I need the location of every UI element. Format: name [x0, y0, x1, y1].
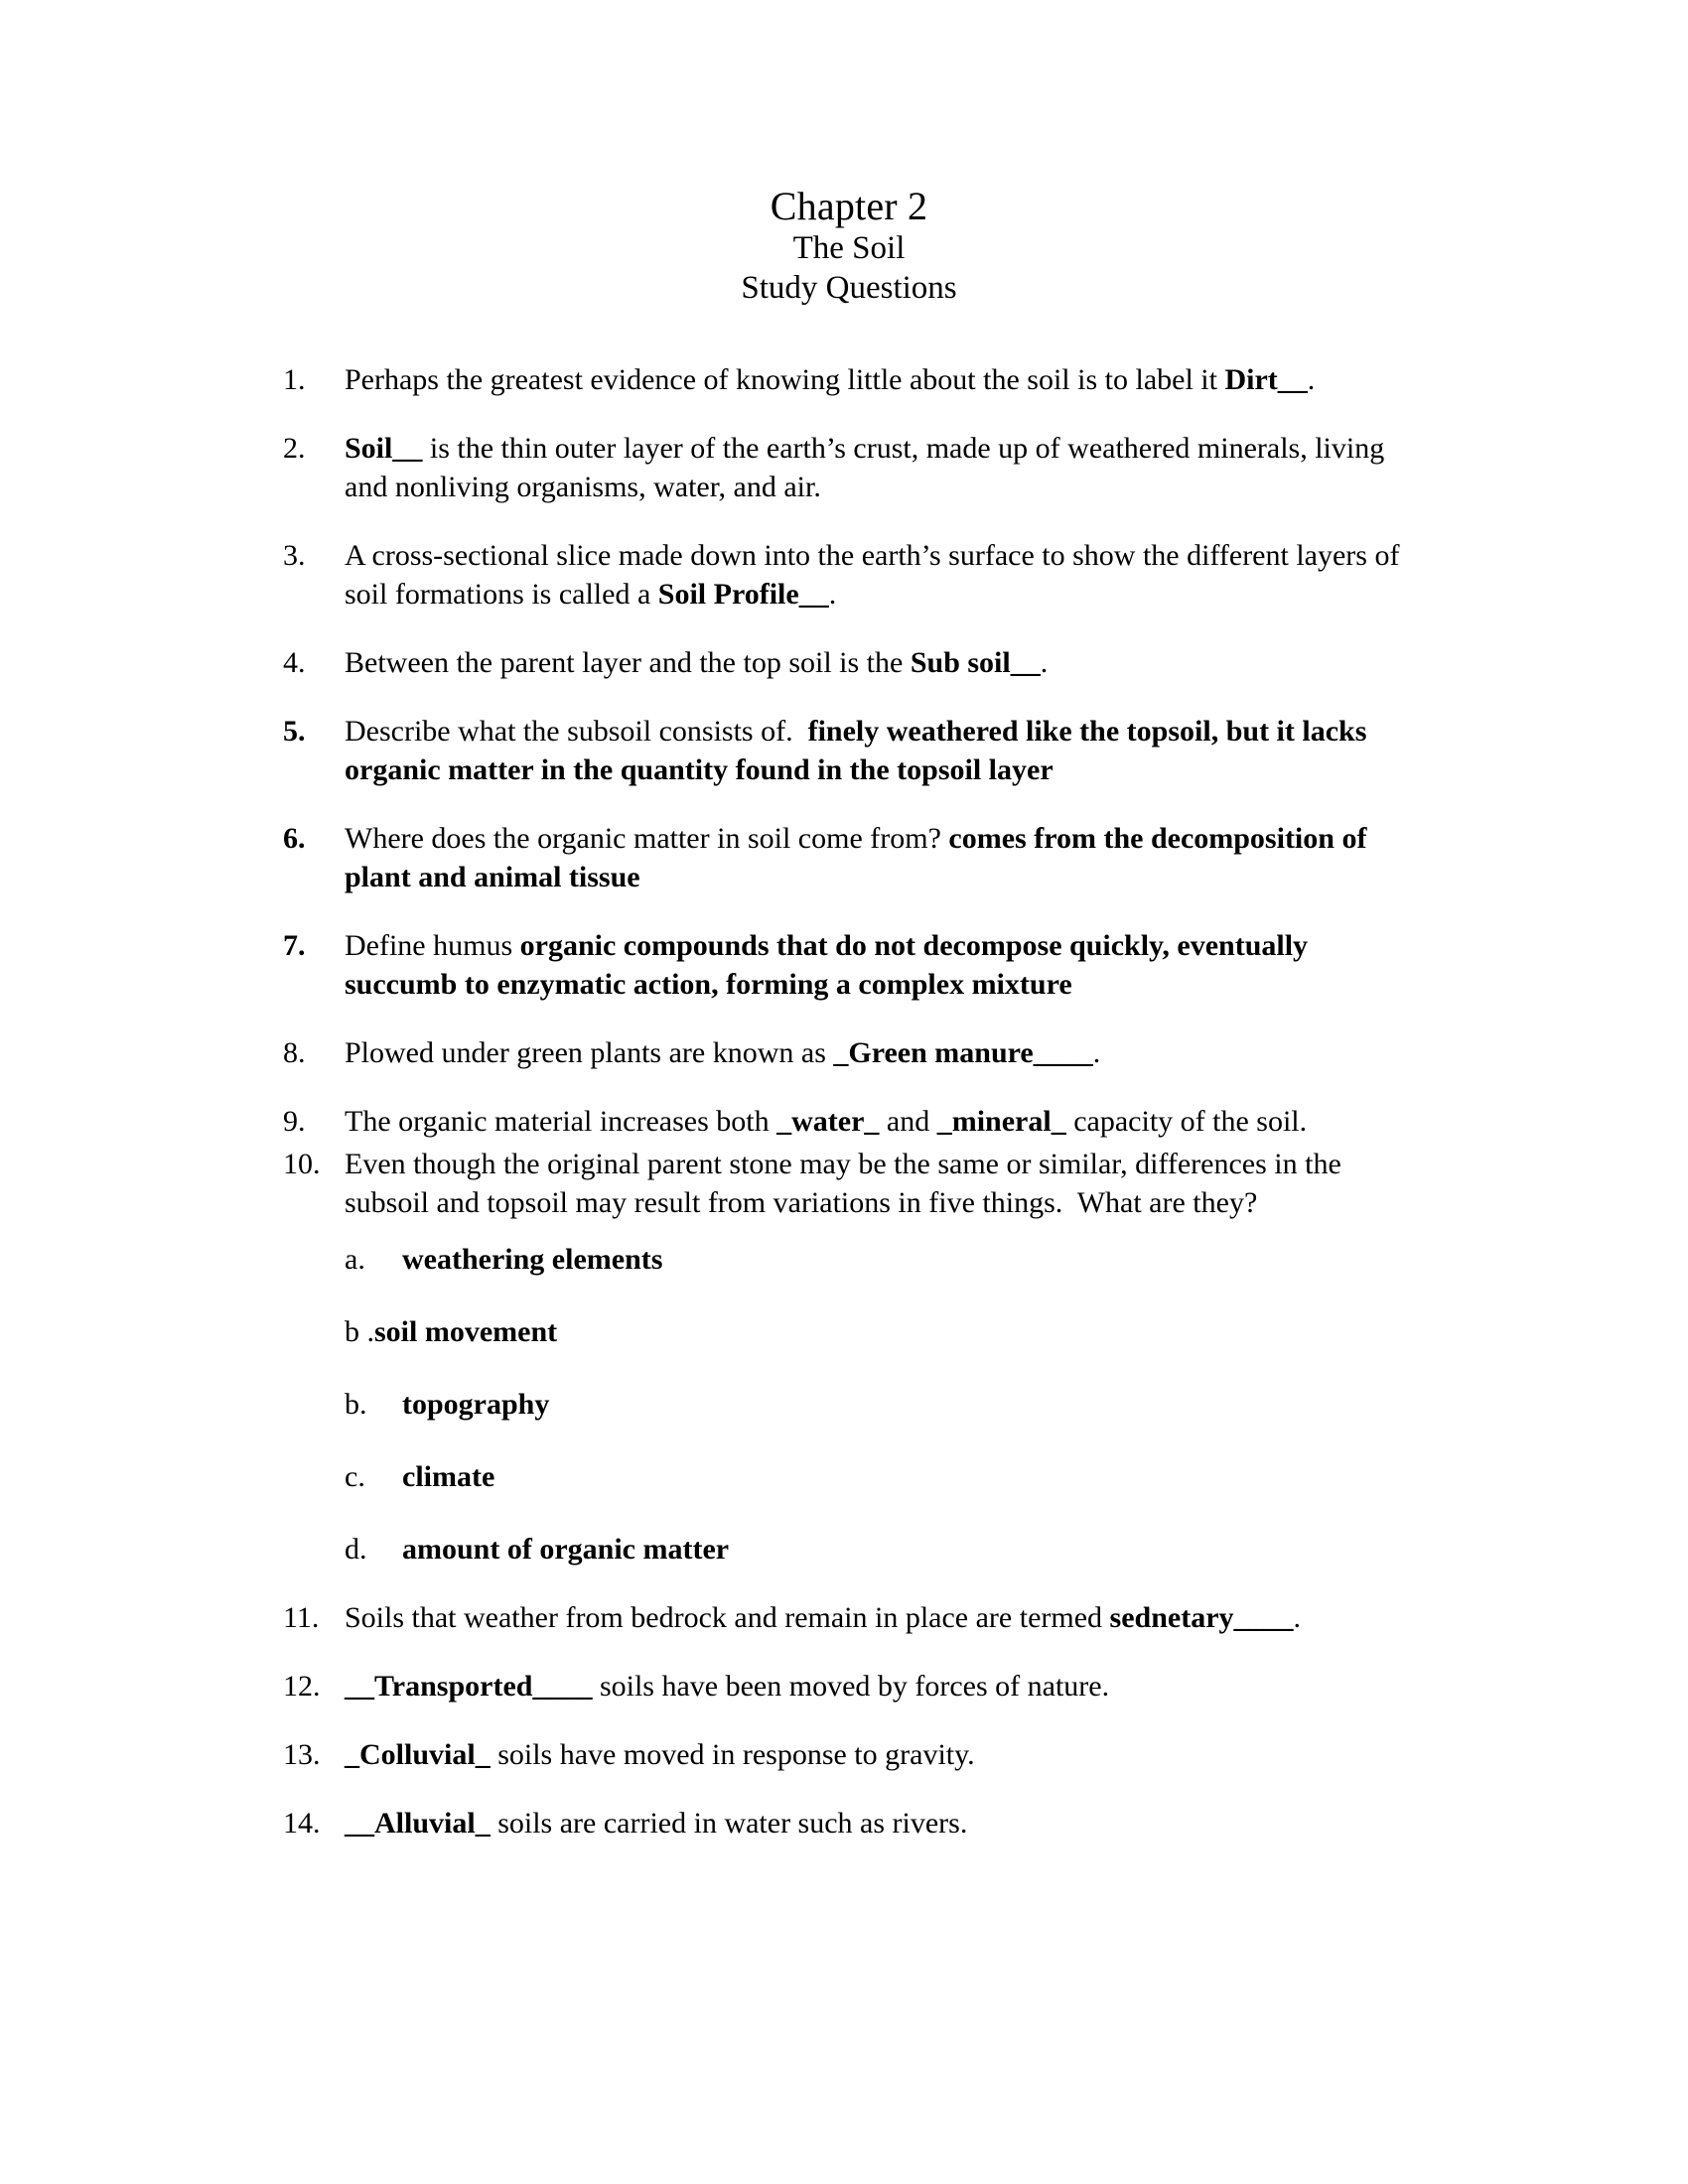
question-number-9: 9.: [283, 1104, 306, 1138]
question-text-12: [345, 1667, 1415, 1706]
sub-item-a: [345, 1240, 1415, 1279]
sub-item-label-b1: b .: [345, 1314, 374, 1348]
question-item-10: [283, 1145, 1415, 1569]
question-number-8: 8.: [283, 1035, 306, 1069]
question-suffix-9: capacity of the soil.: [1065, 1104, 1308, 1138]
question-item-14: [283, 1804, 1415, 1843]
sub-item-text-c: climate: [402, 1459, 495, 1493]
question-text-11: [345, 1598, 1415, 1637]
question-item-8: [283, 1033, 1415, 1072]
question-item-13: [283, 1735, 1415, 1774]
question-item-1: [283, 360, 1415, 399]
question-number-10: 10.: [283, 1147, 321, 1180]
page-content: [283, 184, 1415, 1872]
question-mid-9: and: [879, 1104, 937, 1138]
question-prompt-3: A cross-sectional slice made down into the earth’s surface to show the different layers of soil formations is called a: [345, 538, 1400, 611]
question-text-1: [345, 360, 1415, 399]
question-prompt-1: Perhaps the greatest evidence of knowing little about the soil is to label it: [345, 362, 1225, 396]
question-item-7: [283, 926, 1415, 1004]
question-item-9: [283, 1102, 1415, 1141]
sub-item-b1: [345, 1312, 1415, 1351]
question-number-6: 6.: [283, 821, 306, 855]
question-prompt-6: Where does the organic matter in soil come from?: [345, 821, 949, 855]
answer-blank-1: Dirt__: [1224, 362, 1308, 396]
sub-item-text-b1: soil movement: [374, 1314, 558, 1348]
answer-blank-7: organic compounds that do not decompose quickly, eventually succumb to enzymatic action, forming a complex mixture: [345, 928, 1309, 1001]
answer-blank-5: finely weathered like the topsoil, but it lacks organic matter in the quantity found in the topsoil layer: [345, 714, 1367, 786]
sub-item-label-a: a.: [345, 1242, 365, 1276]
question-suffix-11: .: [1293, 1600, 1302, 1634]
question-text-8: [345, 1033, 1415, 1072]
question-suffix-14: soils are carried in water such as rivers.: [490, 1806, 968, 1840]
question-prompt-7: Define humus: [345, 928, 520, 962]
question-item-6: [283, 819, 1415, 896]
answer-blank-8: _Green manure____: [833, 1035, 1093, 1069]
question-text-5: [345, 712, 1415, 789]
question-10-sublist: [345, 1240, 1415, 1569]
question-suffix-1: .: [1307, 362, 1316, 396]
page-title: Chapter 2: [770, 184, 928, 228]
question-text-10: [345, 1145, 1415, 1222]
question-number-4: 4.: [283, 645, 306, 679]
question-number-13: 13.: [283, 1737, 321, 1771]
sub-item-c: [345, 1457, 1415, 1496]
question-text-14: [345, 1804, 1415, 1843]
question-suffix-13: soils have moved in response to gravity.: [490, 1737, 975, 1771]
answer-blank-4: Sub soil__: [910, 645, 1041, 679]
question-text-3: [345, 536, 1415, 614]
question-prompt-8: Plowed under green plants are known as: [345, 1035, 834, 1069]
question-prompt-11: Soils that weather from bedrock and remain in place are termed: [345, 1600, 1110, 1634]
answer-blank-11: sednetary____: [1109, 1600, 1294, 1634]
answer-blank-9b: _mineral_: [936, 1104, 1066, 1138]
sub-item-label-b2: b.: [345, 1387, 367, 1421]
question-number-11: 11.: [283, 1600, 320, 1634]
question-text-2: [345, 429, 1415, 506]
question-item-5: [283, 712, 1415, 789]
question-item-3: [283, 536, 1415, 614]
document-subtitle-2: Study Questions: [741, 269, 957, 306]
sub-item-text-d: amount of organic matter: [402, 1532, 730, 1566]
answer-blank-3: Soil Profile__: [657, 577, 829, 611]
question-number-3: 3.: [283, 538, 306, 572]
question-number-1: 1.: [283, 362, 306, 396]
document-subtitle: The Soil: [792, 230, 906, 267]
answer-blank-6: comes from the decomposition of plant and animal tissue: [345, 821, 1367, 893]
question-text-6: [345, 819, 1415, 896]
question-prompt-9: The organic material increases both: [345, 1104, 777, 1138]
question-suffix-2: is the thin outer layer of the earth’s crust, made up of weathered minerals, living and nonliving organisms, water, and air.: [345, 431, 1385, 503]
sub-item-b2: [345, 1385, 1415, 1424]
answer-blank-14: __Alluvial_: [345, 1806, 491, 1840]
question-number-14: 14.: [283, 1806, 321, 1840]
question-item-12: [283, 1667, 1415, 1706]
question-number-7: 7.: [283, 928, 306, 962]
answer-blank-12: __Transported____: [345, 1669, 593, 1703]
question-number-12: 12.: [283, 1669, 321, 1703]
document-title-block: [283, 184, 1415, 309]
question-item-11: [283, 1598, 1415, 1637]
question-text-9: [345, 1102, 1415, 1141]
question-text-13: [345, 1735, 1415, 1774]
question-text-4: [345, 643, 1415, 682]
question-prompt-4: Between the parent layer and the top soil is the: [345, 645, 911, 679]
sub-item-text-a: weathering elements: [402, 1242, 663, 1276]
question-prompt-10: Even though the original parent stone may be the same or similar, differences in the subsoil and topsoil may result from variations in five things. What are they?: [345, 1147, 1341, 1219]
question-suffix-8: .: [1092, 1035, 1101, 1069]
question-number-5: 5.: [283, 714, 306, 748]
question-item-2: [283, 429, 1415, 506]
question-text-7: [345, 926, 1415, 1004]
study-questions-list: [283, 360, 1415, 1843]
sub-item-label-c: c.: [345, 1459, 365, 1493]
question-prompt-5: Describe what the subsoil consists of.: [345, 714, 808, 748]
question-suffix-4: .: [1040, 645, 1049, 679]
question-item-4: [283, 643, 1415, 682]
answer-blank-13: _Colluvial_: [345, 1737, 491, 1771]
question-suffix-12: soils have been moved by forces of nature.: [592, 1669, 1110, 1703]
sub-item-d: [345, 1530, 1415, 1569]
question-number-2: 2.: [283, 431, 306, 465]
sub-item-label-d: d.: [345, 1532, 367, 1566]
sub-item-text-b2: topography: [402, 1387, 550, 1421]
answer-blank-2: Soil__: [345, 431, 423, 465]
question-suffix-3: .: [828, 577, 837, 611]
answer-blank-9a: _water_: [776, 1104, 880, 1138]
